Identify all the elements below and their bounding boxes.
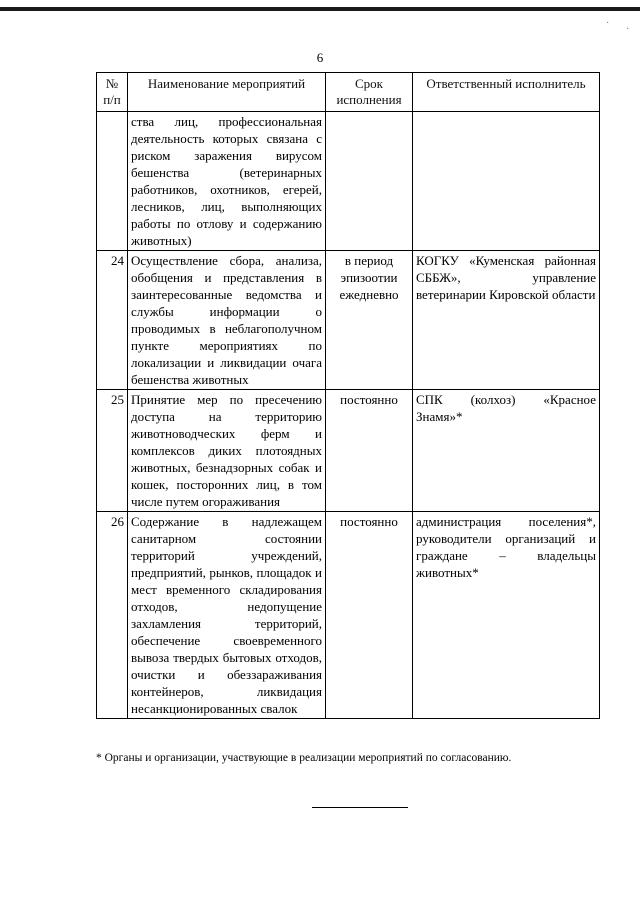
- row-name: ства лиц, профессиональная деятельность которых связана с риском заражения вирусом бешенства (ветеринарных работников, охотников, егерей, лесников, лиц, выполняющих работы по отлову и содержанию животных): [128, 112, 326, 251]
- row-name: Содержание в надлежащем санитарном состоянии территорий учреждений, предприятий, рынков, площадок и мест временного складирования отходов, недопущение захламления территорий, обеспечение своевременного вывоза твердых бытовых отходов, очистки и обеззараживания контейнеров, ликвидация несанкционированных свалок: [128, 512, 326, 719]
- row-name: Принятие мер по пресечению доступа на территорию животноводческих ферм и комплексов диких плотоядных животных, безнадзорных собак и кошек, посторонних лиц, в том числе путем огораживания: [128, 390, 326, 512]
- header-name: Наименование мероприятий: [128, 73, 326, 112]
- row-name: Осуществление сбора, анализа, обобщения и представления в заинтересованные ведомства и службы информации о проводимых в неблагополучном пункте мероприятиях по локализации и ликвидации очага бешенства животных: [128, 251, 326, 390]
- row-term: постоянно: [326, 512, 413, 719]
- scan-speck: ·: [606, 18, 610, 29]
- closing-rule: [312, 807, 408, 808]
- row-num: 24: [97, 251, 128, 390]
- row-term: в период эпизоотии ежедневно: [326, 251, 413, 390]
- header-term: Срок исполнения: [326, 73, 413, 112]
- row-num: 26: [97, 512, 128, 719]
- row-executor: КОГКУ «Куменская районная СББЖ», управление ветеринарии Кировской области: [413, 251, 600, 390]
- row-executor: СПК (колхоз) «Красное Знамя»*: [413, 390, 600, 512]
- table-row: [97, 512, 600, 719]
- row-term: [326, 112, 413, 251]
- header-executor: Ответственный исполнитель: [413, 73, 600, 112]
- table-row: [97, 112, 600, 251]
- header-num: № п/п: [97, 73, 128, 112]
- table-header-row: [97, 73, 600, 112]
- row-executor: администрация поселения*, руководители организаций и граждане – владельцы животных*: [413, 512, 600, 719]
- row-term: постоянно: [326, 390, 413, 512]
- scan-edge-bar: [0, 0, 640, 10]
- row-num: 25: [97, 390, 128, 512]
- row-executor: [413, 112, 600, 251]
- footnote: * Органы и организации, участвующие в реализации мероприятий по согласованию.: [96, 752, 512, 764]
- table-row: [97, 251, 600, 390]
- row-num: [97, 112, 128, 251]
- scan-speck: ·: [626, 24, 630, 35]
- table-row: [97, 390, 600, 512]
- measures-table: [96, 72, 600, 719]
- page-number: 6: [316, 50, 324, 65]
